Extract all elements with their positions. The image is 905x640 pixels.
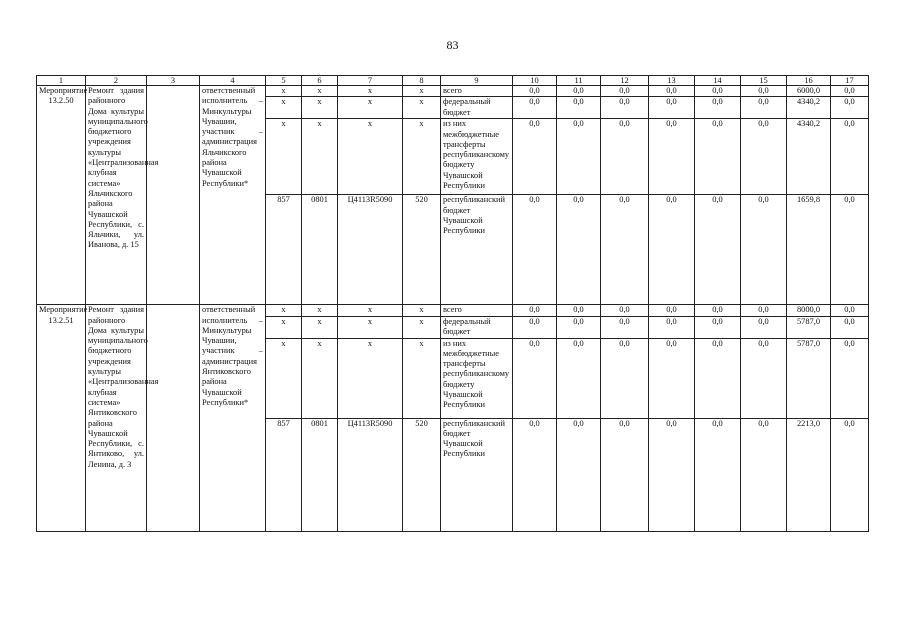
cell-source: республиканский бюджет Чувашской Республики [441, 418, 513, 531]
cell-value: 0,0 [557, 316, 601, 338]
column-header: 15 [741, 76, 787, 86]
cell-value: 4340,2 [787, 97, 831, 119]
column-header: 16 [787, 76, 831, 86]
cell-value: 0,0 [601, 97, 649, 119]
cell-source: федеральный бюджет [441, 97, 513, 119]
cell-value: 0,0 [601, 119, 649, 195]
cell-value: 0,0 [649, 316, 695, 338]
column-header: 10 [513, 76, 557, 86]
cell-value: 0,0 [831, 195, 869, 305]
cell-value: 0,0 [649, 418, 695, 531]
column-header: 1 [37, 76, 86, 86]
cell-value: 0,0 [695, 338, 741, 418]
cell-vr: x [403, 338, 441, 418]
event-number: Мероприятие 13.2.50 [37, 86, 86, 305]
cell-csr: x [338, 86, 403, 97]
cell-value: 0,0 [741, 418, 787, 531]
column-header: 7 [338, 76, 403, 86]
table-row [37, 305, 869, 316]
column-header: 5 [266, 76, 302, 86]
cell-value: 0,0 [831, 86, 869, 97]
column-header: 17 [831, 76, 869, 86]
cell-source: всего [441, 86, 513, 97]
cell-value: 8000,0 [787, 305, 831, 316]
cell-rzpr: 0801 [302, 418, 338, 531]
column-header: 3 [147, 76, 200, 86]
cell-value: 0,0 [695, 305, 741, 316]
cell-value: 0,0 [695, 119, 741, 195]
cell-csr: x [338, 305, 403, 316]
cell-value: 0,0 [741, 316, 787, 338]
cell-value: 0,0 [649, 305, 695, 316]
budget-table [36, 75, 869, 532]
event-executor: ответственный исполнитель – Минкультуры Чувашии, участник – администрация Яльчикского района Чувашской Республики* [200, 86, 266, 305]
cell-value: 2213,0 [787, 418, 831, 531]
cell-value: 0,0 [695, 195, 741, 305]
cell-source: федеральный бюджет [441, 316, 513, 338]
cell-value: 0,0 [557, 305, 601, 316]
cell-value: 0,0 [601, 195, 649, 305]
cell-value: 0,0 [557, 195, 601, 305]
column-header: 13 [649, 76, 695, 86]
column-header: 8 [403, 76, 441, 86]
cell-value: 0,0 [831, 338, 869, 418]
cell-value: 0,0 [649, 86, 695, 97]
cell-value: 0,0 [513, 418, 557, 531]
column-header: 11 [557, 76, 601, 86]
cell-grbs: x [266, 338, 302, 418]
cell-grbs: x [266, 305, 302, 316]
event-col3 [147, 305, 200, 531]
cell-value: 0,0 [601, 418, 649, 531]
cell-value: 0,0 [741, 119, 787, 195]
cell-value: 0,0 [601, 86, 649, 97]
cell-value: 0,0 [513, 338, 557, 418]
cell-value: 5787,0 [787, 316, 831, 338]
cell-value: 0,0 [601, 316, 649, 338]
cell-value: 0,0 [741, 195, 787, 305]
cell-rzpr: x [302, 119, 338, 195]
cell-value: 0,0 [513, 305, 557, 316]
cell-value: 0,0 [557, 338, 601, 418]
cell-value: 0,0 [695, 97, 741, 119]
cell-value: 0,0 [649, 338, 695, 418]
cell-value: 5787,0 [787, 338, 831, 418]
cell-value: 0,0 [513, 316, 557, 338]
cell-value: 0,0 [513, 119, 557, 195]
cell-value: 0,0 [601, 338, 649, 418]
cell-value: 0,0 [741, 338, 787, 418]
cell-grbs: x [266, 119, 302, 195]
cell-rzpr: x [302, 316, 338, 338]
page-number: 83 [446, 38, 459, 52]
cell-value: 0,0 [831, 305, 869, 316]
cell-value: 0,0 [557, 86, 601, 97]
cell-grbs: 857 [266, 418, 302, 531]
cell-value: 0,0 [741, 97, 787, 119]
table-row [37, 86, 869, 97]
cell-csr: x [338, 119, 403, 195]
cell-rzpr: 0801 [302, 195, 338, 305]
cell-vr: x [403, 86, 441, 97]
column-header: 9 [441, 76, 513, 86]
cell-value: 0,0 [649, 119, 695, 195]
cell-grbs: 857 [266, 195, 302, 305]
column-header: 14 [695, 76, 741, 86]
cell-vr: x [403, 316, 441, 338]
cell-source: из них межбюджетные трансферты республиканскому бюджету Чувашской Республики [441, 338, 513, 418]
cell-rzpr: x [302, 338, 338, 418]
cell-csr: Ц4113R5090 [338, 418, 403, 531]
event-name: Ремонт здания районного Дома культуры муниципального бюджетного учреждения культуры «Централизованная клубная система» Яльчикского района Чувашской Республики, с. Яльчики, ул. Иванова, д. 15 [86, 86, 147, 305]
cell-value: 0,0 [649, 195, 695, 305]
cell-csr: Ц4113R5090 [338, 195, 403, 305]
cell-value: 6000,0 [787, 86, 831, 97]
cell-value: 0,0 [513, 97, 557, 119]
column-header: 12 [601, 76, 649, 86]
cell-value: 0,0 [831, 119, 869, 195]
column-header: 4 [200, 76, 266, 86]
cell-value: 0,0 [557, 418, 601, 531]
cell-rzpr: x [302, 86, 338, 97]
cell-grbs: x [266, 97, 302, 119]
cell-value: 0,0 [557, 97, 601, 119]
cell-source: республиканский бюджет Чувашской Республики [441, 195, 513, 305]
cell-rzpr: x [302, 97, 338, 119]
cell-vr: x [403, 97, 441, 119]
cell-vr: x [403, 119, 441, 195]
cell-value: 0,0 [513, 86, 557, 97]
column-header: 2 [86, 76, 147, 86]
cell-vr: 520 [403, 195, 441, 305]
cell-value: 0,0 [557, 119, 601, 195]
event-name: Ремонт здания районного Дома культуры муниципального бюджетного учреждения культуры «Централизованная клубная система» Янтиковского района Чувашской Республики, с. Янтиково, ул. Ленина, д. 3 [86, 305, 147, 531]
cell-value: 0,0 [741, 86, 787, 97]
cell-source: всего [441, 305, 513, 316]
cell-vr: x [403, 305, 441, 316]
header-row [37, 76, 869, 86]
cell-rzpr: x [302, 305, 338, 316]
cell-grbs: x [266, 86, 302, 97]
event-executor: ответственный исполнитель – Минкультуры Чувашии, участник – администрация Янтиковского района Чувашской Республики* [200, 305, 266, 531]
cell-value: 0,0 [649, 97, 695, 119]
cell-value: 0,0 [695, 418, 741, 531]
cell-value: 0,0 [601, 305, 649, 316]
cell-csr: x [338, 97, 403, 119]
cell-value: 0,0 [741, 305, 787, 316]
cell-value: 0,0 [831, 316, 869, 338]
cell-value: 0,0 [513, 195, 557, 305]
cell-csr: x [338, 316, 403, 338]
cell-grbs: x [266, 316, 302, 338]
cell-csr: x [338, 338, 403, 418]
cell-value: 1659,8 [787, 195, 831, 305]
event-col3 [147, 86, 200, 305]
cell-value: 4340,2 [787, 119, 831, 195]
cell-value: 0,0 [695, 316, 741, 338]
column-header: 6 [302, 76, 338, 86]
cell-value: 0,0 [831, 97, 869, 119]
cell-value: 0,0 [831, 418, 869, 531]
cell-value: 0,0 [695, 86, 741, 97]
cell-vr: 520 [403, 418, 441, 531]
event-number: Мероприятие 13.2.51 [37, 305, 86, 531]
cell-source: из них межбюджетные трансферты республиканскому бюджету Чувашской Республики [441, 119, 513, 195]
